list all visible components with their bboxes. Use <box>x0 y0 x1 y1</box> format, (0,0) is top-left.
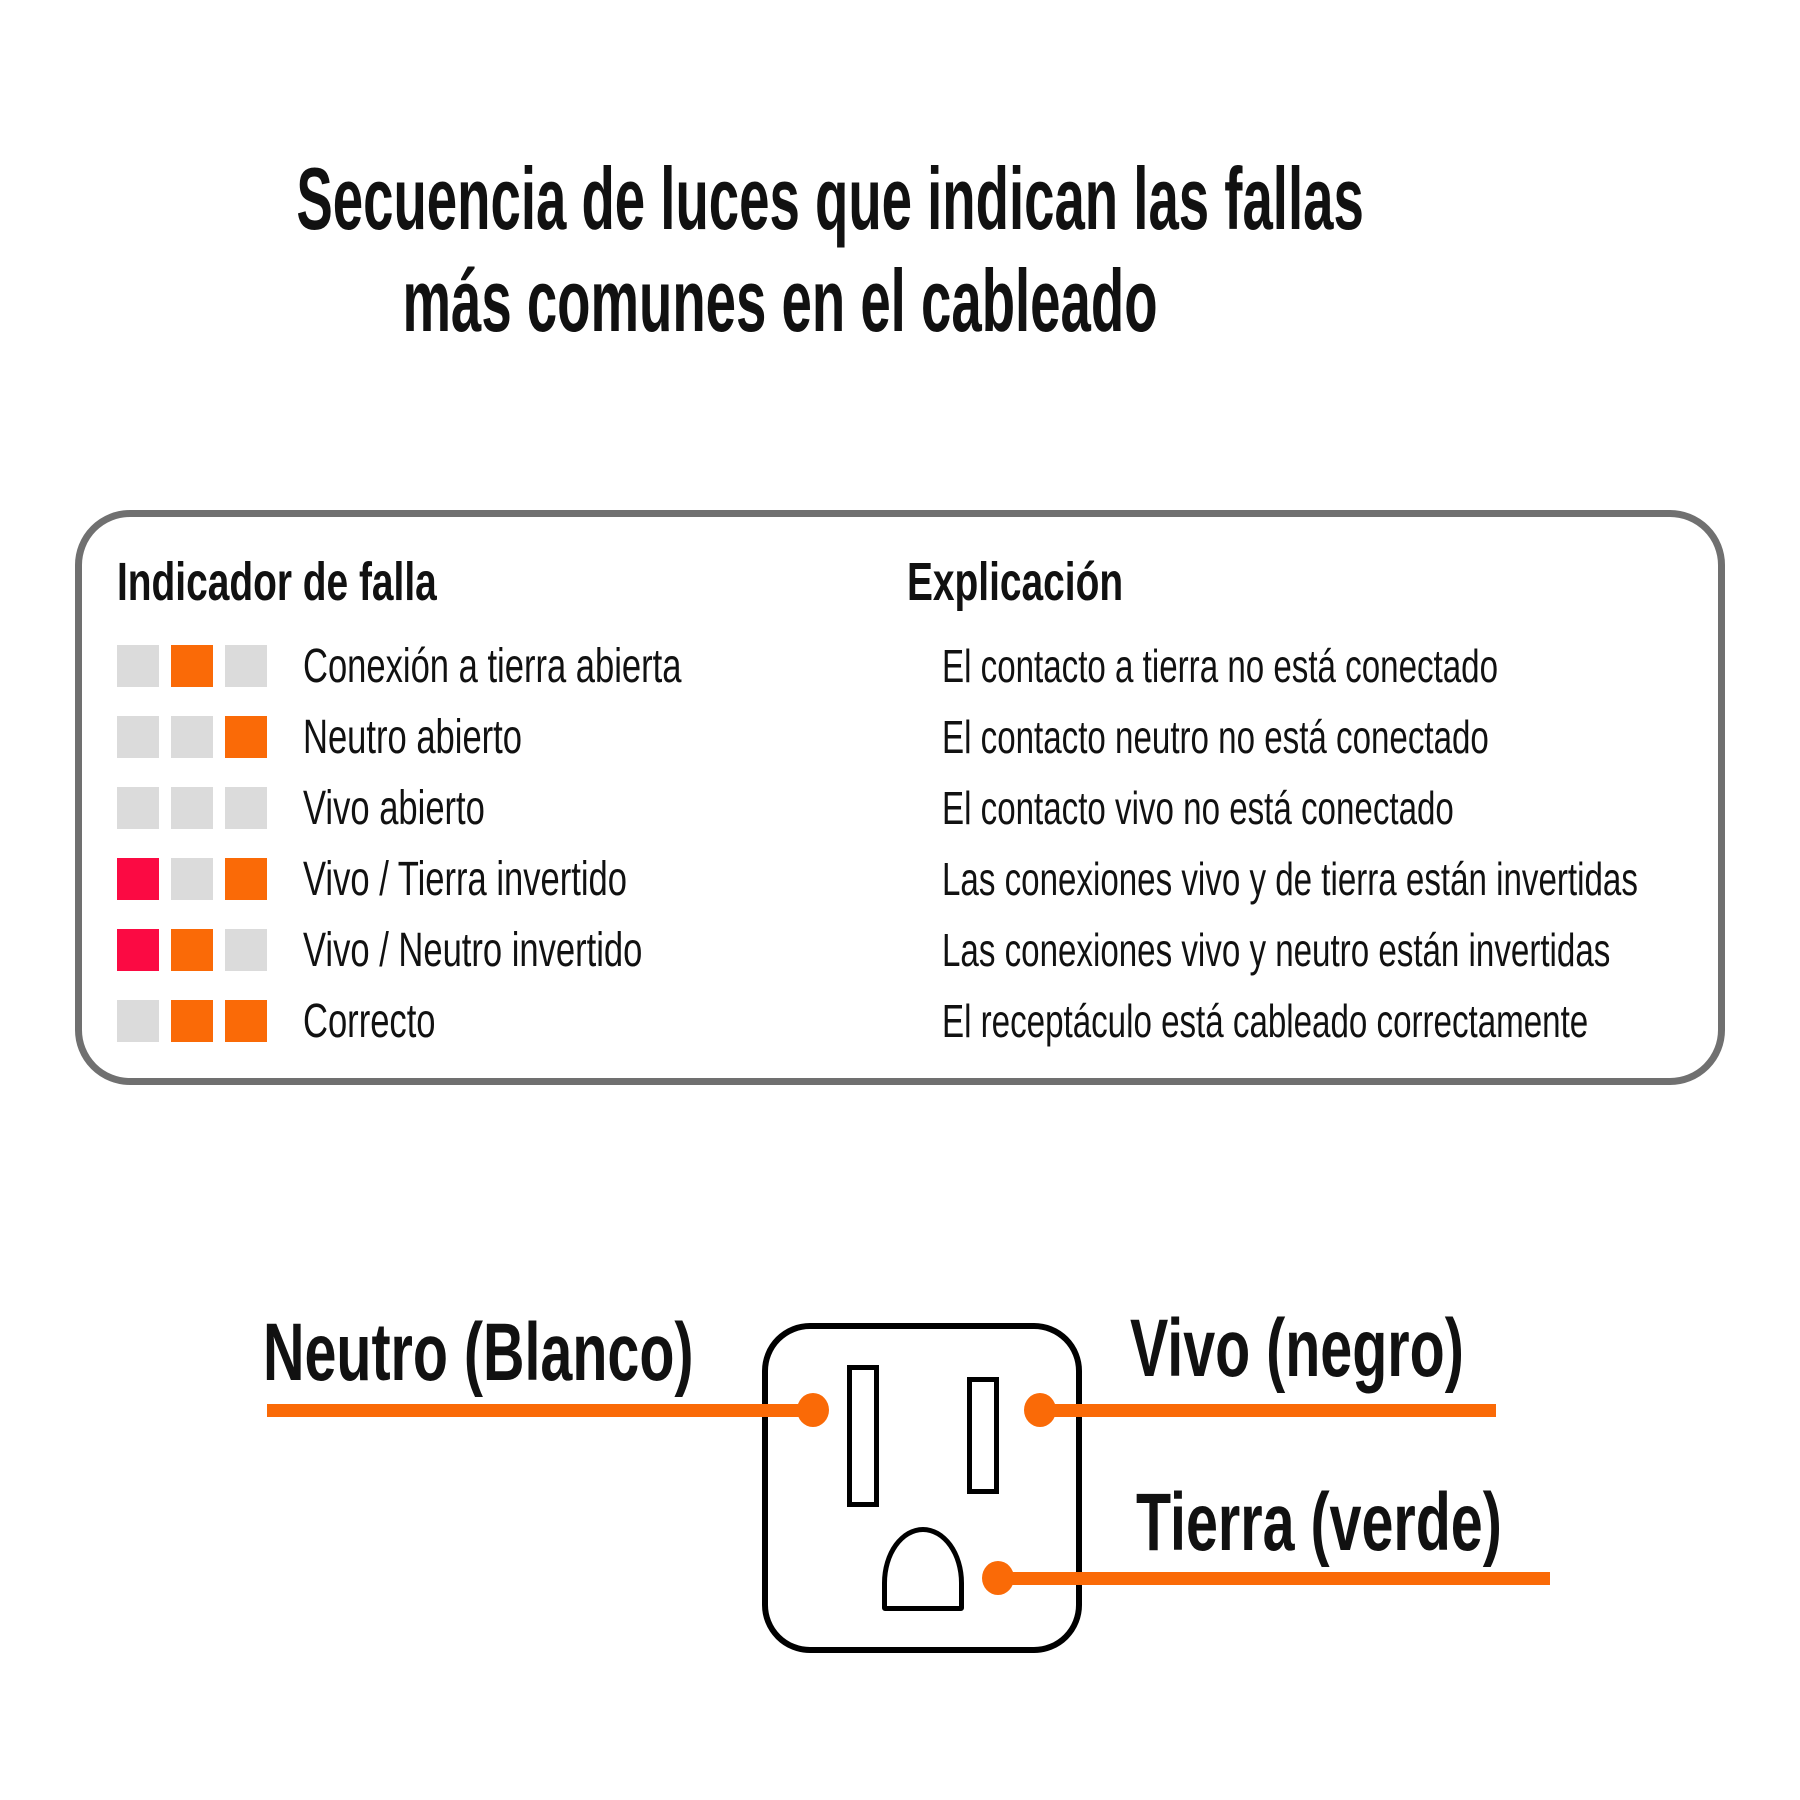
indicator-light-gray <box>225 645 267 687</box>
indicator-light-gray <box>225 929 267 971</box>
fault-label: Correcto <box>303 994 436 1048</box>
infographic-title <box>0 148 1560 352</box>
indicator-light-gray <box>171 787 213 829</box>
fault-label: Neutro abierto <box>303 710 523 764</box>
fault-column-header: Indicador de falla <box>117 552 437 612</box>
indicator-light-gray <box>117 645 159 687</box>
explanation-text: El contacto vivo no está conectado <box>942 782 1454 834</box>
indicator-row <box>117 705 1698 769</box>
indicator-lights <box>117 645 267 687</box>
live-slot <box>967 1377 999 1494</box>
explanation-text: Las conexiones vivo y de tierra están invertidas <box>942 853 1638 905</box>
indicator-row <box>117 989 1698 1053</box>
explanation-text: El receptáculo está cableado correctamente <box>942 995 1589 1047</box>
indicator-light-gray <box>117 1000 159 1042</box>
indicator-row <box>117 634 1698 698</box>
fault-label: Vivo / Neutro invertido <box>303 923 643 977</box>
indicator-lights <box>117 1000 267 1042</box>
fault-label: Vivo / Tierra invertido <box>303 852 627 906</box>
fault-label: Vivo abierto <box>303 781 485 835</box>
indicator-light-red <box>117 858 159 900</box>
indicator-light-gray <box>171 858 213 900</box>
fault-label: Conexión a tierra abierta <box>303 639 682 693</box>
title-line-1: Secuencia de luces que indican las fallas <box>296 149 1364 248</box>
indicator-light-gray <box>225 787 267 829</box>
ground-wire-dot <box>982 1561 1014 1595</box>
neutral-wire-label: Neutro (Blanco) <box>263 1307 694 1398</box>
neutral-wire-line <box>267 1404 813 1417</box>
indicator-light-orange <box>171 645 213 687</box>
title-line-2: más comunes en el cableado <box>402 251 1158 350</box>
indicator-lights <box>117 716 267 758</box>
indicator-lights <box>117 787 267 829</box>
indicator-light-gray <box>171 716 213 758</box>
indicator-row <box>117 918 1698 982</box>
ground-wire-label: Tierra (verde) <box>1136 1477 1502 1568</box>
indicator-light-red <box>117 929 159 971</box>
explanation-text: El contacto neutro no está conectado <box>942 711 1489 763</box>
outlet-body <box>762 1323 1082 1653</box>
ground-slot <box>882 1527 964 1611</box>
indicator-light-orange <box>225 858 267 900</box>
explanation-column-header: Explicación <box>907 552 1124 612</box>
explanation-text: El contacto a tierra no está conectado <box>942 640 1499 692</box>
neutral-slot <box>847 1365 879 1507</box>
indicator-light-gray <box>117 787 159 829</box>
indicator-lights <box>117 858 267 900</box>
live-wire-label: Vivo (negro) <box>1130 1303 1464 1394</box>
indicator-lights <box>117 929 267 971</box>
indicator-row <box>117 847 1698 911</box>
legend-panel <box>75 510 1725 1085</box>
explanation-text: Las conexiones vivo y neutro están invertidas <box>942 924 1611 976</box>
indicator-light-orange <box>171 929 213 971</box>
indicator-light-gray <box>117 716 159 758</box>
indicator-light-orange <box>225 716 267 758</box>
indicator-light-orange <box>225 1000 267 1042</box>
indicator-light-orange <box>171 1000 213 1042</box>
live-wire-line <box>1040 1404 1496 1417</box>
live-wire-dot <box>1024 1393 1056 1427</box>
indicator-row <box>117 776 1698 840</box>
neutral-wire-dot <box>797 1393 829 1427</box>
ground-wire-line <box>998 1572 1550 1585</box>
